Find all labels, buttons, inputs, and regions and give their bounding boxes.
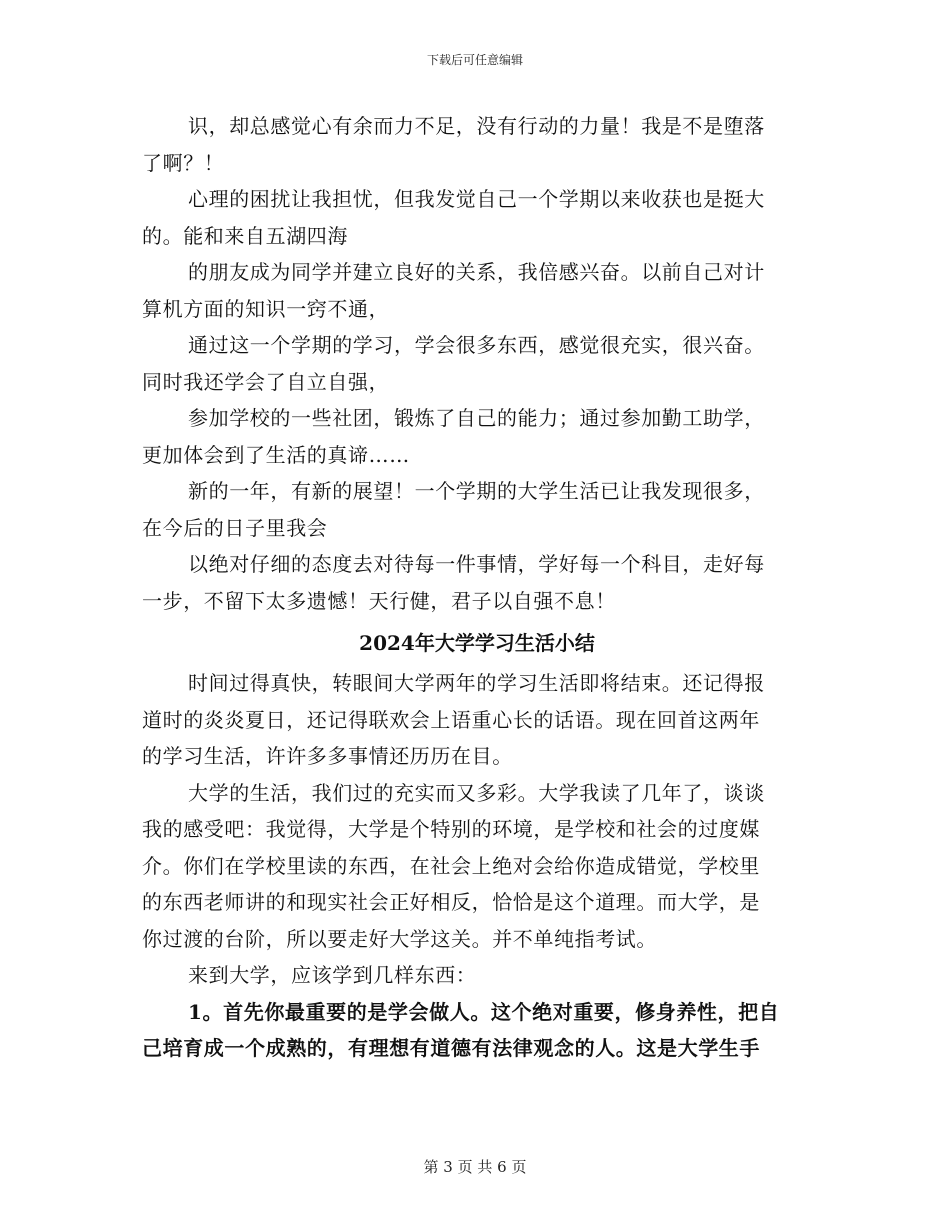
text-line: 一步，不留下太多遗憾！天行健，君子以自强不息！ [142, 588, 616, 613]
text-line: 参加学校的一些社团，锻炼了自己的能力；通过参加勤工助学， [188, 406, 765, 430]
text-line: 的学习生活，许许多多事情还历历在目。 [142, 744, 513, 768]
paragraph [142, 665, 812, 775]
page-header-note: 下载后可任意编辑 [426, 53, 523, 67]
text-line: 识，却总感觉心有余而力不足，没有行动的力量！我是不是堕落 [188, 114, 765, 138]
text-line: 的东西老师讲的和现实社会正好相反，恰恰是这个道理。而大学，是 [142, 890, 760, 914]
bold-paragraph [142, 994, 812, 1067]
text-line: 你过渡的台阶，所以要走好大学这关。并不单纯指考试。 [142, 926, 657, 951]
text-line: 来到大学，应该学到几样东西： [188, 963, 477, 987]
page-number: 第 3 页 共 6 页 [423, 1158, 527, 1176]
text-line: 同时我还学会了自立自强， [142, 369, 390, 394]
paragraph [142, 400, 812, 473]
paragraph [142, 775, 812, 958]
text-line: 时间过得真快，转眼间大学两年的学习生活即将结束。还记得报 [188, 671, 765, 695]
text-line: 心理的困扰让我担忧，但我发觉自己一个学期以来收获也是挺大 [188, 187, 765, 211]
text-line: 大学的生活，我们过的充实而又多彩。大学我读了几年了，谈谈 [188, 780, 765, 805]
text-line: 我的感受吧：我觉得，大学是个特别的环境，是学校和社会的过度媒 [142, 817, 760, 841]
text-line: 的。能和来自五湖四海 [142, 223, 348, 248]
paragraph [142, 254, 812, 327]
text-line: 介。你们在学校里读的东西，在社会上绝对会给你造成错觉，学校里 [142, 853, 760, 878]
text-line: 算机方面的知识一窍不通， [142, 296, 390, 321]
text-line: 新的一年，有新的展望！一个学期的大学生活已让我发现很多， [188, 479, 765, 503]
paragraph [142, 327, 812, 400]
paragraph [142, 546, 812, 619]
document-body [142, 108, 812, 1067]
paragraph [142, 473, 812, 546]
paragraph [142, 181, 812, 254]
text-line: 道时的炎炎夏日，还记得联欢会上语重心长的话语。现在回首这两年 [142, 707, 760, 732]
paragraph [142, 957, 812, 994]
text-line: 通过这一个学期的学习，学会很多东西，感觉很充实，很兴奋。 [188, 333, 765, 357]
text-line: 了啊？！ [142, 150, 225, 175]
text-line: 更加体会到了生活的真谛…… [142, 442, 410, 467]
text-line: 1。首先你最重要的是学会做人。这个绝对重要，修身养性，把自 [188, 999, 780, 1024]
section-title: 2024年大学学习生活小结 [359, 631, 595, 655]
text-line: 在今后的日子里我会 [142, 515, 328, 540]
paragraph [142, 108, 812, 181]
text-line: 的朋友成为同学并建立良好的关系，我倍感兴奋。以前自己对计 [188, 260, 765, 284]
text-line: 以绝对仔细的态度去对待每一件事情，学好每一个科目，走好每 [188, 552, 765, 576]
text-line: 己培育成一个成熟的，有理想有道德有法律观念的人。这是大学生手 [142, 1036, 760, 1060]
